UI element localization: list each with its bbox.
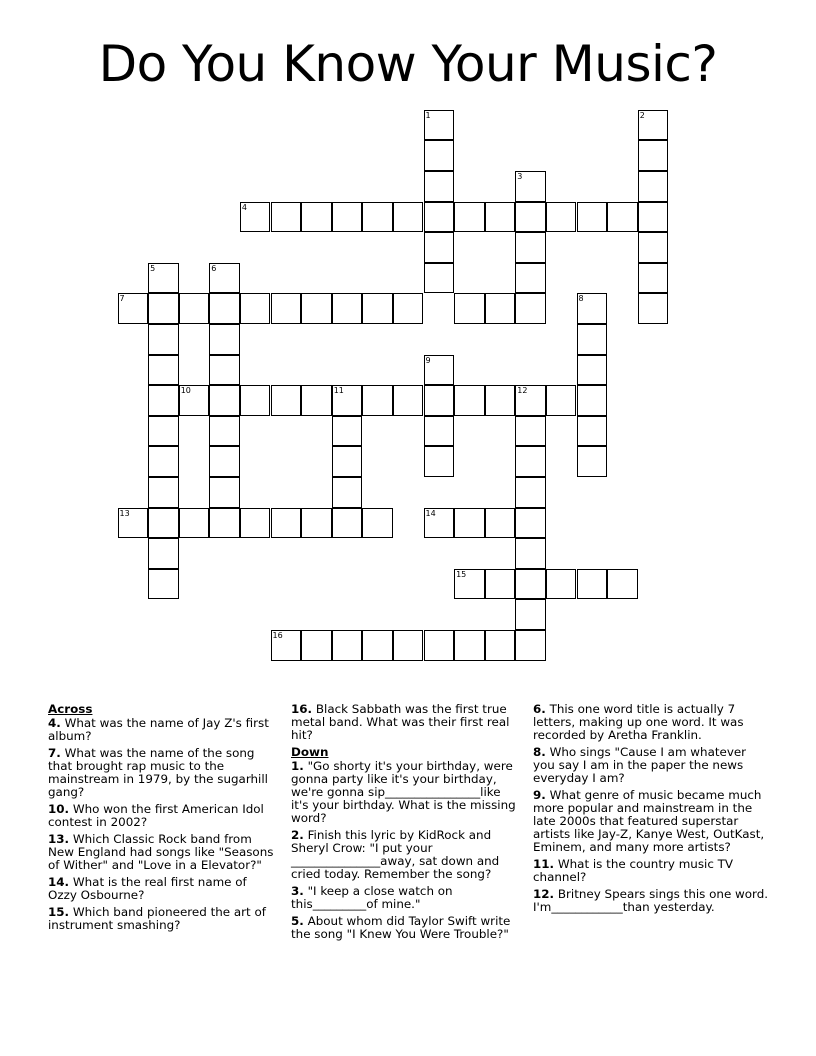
- grid-cell[interactable]: [148, 263, 179, 294]
- grid-cell[interactable]: [638, 202, 669, 233]
- grid-cell[interactable]: [638, 140, 669, 171]
- clue-down-12: 12. Britney Spears sings this one word. I'm____________than yesterday.: [533, 887, 769, 914]
- grid-cell[interactable]: [209, 263, 240, 294]
- grid-cell[interactable]: [485, 293, 516, 324]
- grid-cell[interactable]: [638, 171, 669, 202]
- clue-number: 1: [425, 110, 431, 120]
- grid-cell[interactable]: [209, 508, 240, 539]
- grid-cell[interactable]: [301, 202, 332, 233]
- grid-cell[interactable]: [271, 202, 302, 233]
- grid-cell[interactable]: [515, 232, 546, 263]
- grid-cell[interactable]: [271, 508, 302, 539]
- grid-cell[interactable]: [424, 630, 455, 661]
- grid-cell[interactable]: [485, 385, 516, 416]
- clue-down-9: 9. What genre of music became much more popular and mainstream in the late 2000s that featured superstar artists like Jay-Z, Kanye West, OutKast, Eminem, and many more artists?: [533, 788, 765, 854]
- clue-number: 13: [119, 508, 130, 518]
- grid-cell[interactable]: [638, 293, 669, 324]
- grid-cell[interactable]: [515, 599, 546, 630]
- grid-cell[interactable]: [424, 171, 455, 202]
- grid-cell[interactable]: [515, 569, 546, 600]
- grid-cell[interactable]: [424, 202, 455, 233]
- grid-cell[interactable]: [148, 355, 179, 386]
- grid-cell[interactable]: [209, 477, 240, 508]
- grid-cell[interactable]: [638, 263, 669, 294]
- clue-down-3: 3. "I keep a close watch on this_________of mine.": [291, 884, 453, 911]
- grid-cell[interactable]: [240, 293, 271, 324]
- clue-across-10: 10. Who won the first American Idol contest in 2002?: [48, 802, 264, 829]
- grid-cell[interactable]: [424, 140, 455, 171]
- grid-cell[interactable]: [271, 630, 302, 661]
- grid-cell[interactable]: [454, 569, 485, 600]
- clue-number: 4: [241, 202, 247, 212]
- grid-cell[interactable]: [362, 385, 393, 416]
- grid-cell[interactable]: [607, 202, 638, 233]
- grid-cell[interactable]: [240, 385, 271, 416]
- grid-cell[interactable]: [301, 293, 332, 324]
- grid-cell[interactable]: [515, 416, 546, 447]
- grid-cell[interactable]: [546, 202, 577, 233]
- grid-cell[interactable]: [454, 385, 485, 416]
- across-heading: Across: [48, 702, 93, 716]
- grid-cell[interactable]: [577, 446, 608, 477]
- grid-cell[interactable]: [362, 293, 393, 324]
- grid-cell[interactable]: [515, 263, 546, 294]
- grid-cell[interactable]: [148, 569, 179, 600]
- grid-cell[interactable]: [362, 202, 393, 233]
- grid-cell[interactable]: [515, 293, 546, 324]
- grid-cell[interactable]: [209, 446, 240, 477]
- grid-cell[interactable]: [577, 324, 608, 355]
- grid-cell[interactable]: [332, 416, 363, 447]
- clue-column-2: [291, 703, 519, 945]
- grid-cell[interactable]: [454, 293, 485, 324]
- clue-column-3: [533, 703, 769, 918]
- grid-cell[interactable]: [179, 508, 210, 539]
- grid-cell[interactable]: [577, 355, 608, 386]
- clue-column-1: [48, 703, 276, 936]
- grid-cell[interactable]: [179, 293, 210, 324]
- grid-cell[interactable]: [332, 477, 363, 508]
- grid-cell[interactable]: [515, 385, 546, 416]
- clue-down-1: 1. "Go shorty it's your birthday, were gonna party like it's your birthday, we're gonna sip________________like it's your birthday. What is the missing word?: [291, 759, 516, 825]
- grid-cell[interactable]: [424, 508, 455, 539]
- clue-number: 5: [150, 263, 156, 273]
- grid-cell[interactable]: [393, 293, 424, 324]
- clue-number: 16: [272, 631, 283, 640]
- grid-cell[interactable]: [424, 385, 455, 416]
- grid-cell[interactable]: [148, 508, 179, 539]
- grid-cell[interactable]: [209, 355, 240, 386]
- grid-cell[interactable]: [424, 416, 455, 447]
- clue-across-16: 16. Black Sabbath was the first true metal band. What was their first real hit?: [291, 702, 510, 742]
- grid-cell[interactable]: [546, 569, 577, 600]
- grid-cell[interactable]: [209, 416, 240, 447]
- grid-cell[interactable]: [240, 202, 271, 233]
- grid-cell[interactable]: [271, 293, 302, 324]
- clue-down-8: 8. Who sings "Cause I am whatever you say I am in the paper the news everyday I am?: [533, 745, 747, 785]
- grid-cell[interactable]: [332, 202, 363, 233]
- clue-number: 9: [425, 355, 431, 365]
- clue-number: 11: [333, 386, 344, 396]
- grid-cell[interactable]: [454, 202, 485, 233]
- clue-down-2: 2. Finish this lyric by KidRock and Sheryl Crow: "I put your _______________away, sat down and cried today. Remember the song?: [291, 828, 500, 881]
- grid-cell[interactable]: [546, 385, 577, 416]
- grid-cell[interactable]: [118, 293, 149, 324]
- grid-cell[interactable]: [454, 508, 485, 539]
- grid-cell[interactable]: [638, 110, 669, 141]
- clue-down-5: 5. About whom did Taylor Swift write the song "I Knew You Were Trouble?": [291, 914, 511, 941]
- grid-cell[interactable]: [515, 630, 546, 661]
- clue-down-6: 6. This one word title is actually 7 letters, making up one word. It was recorded by Aretha Franklin.: [533, 702, 744, 742]
- grid-cell[interactable]: [393, 202, 424, 233]
- clue-down-11: 11. What is the country music TV channel?: [533, 857, 734, 884]
- grid-cell[interactable]: [148, 446, 179, 477]
- grid-cell[interactable]: [332, 630, 363, 661]
- grid-cell[interactable]: [148, 324, 179, 355]
- grid-cell[interactable]: [454, 630, 485, 661]
- grid-cell[interactable]: [148, 538, 179, 569]
- grid-cell[interactable]: [332, 446, 363, 477]
- grid-cell[interactable]: [240, 508, 271, 539]
- grid-cell[interactable]: [515, 171, 546, 202]
- grid-cell[interactable]: [209, 385, 240, 416]
- grid-cell[interactable]: [209, 293, 240, 324]
- grid-cell[interactable]: [148, 293, 179, 324]
- grid-cell[interactable]: [332, 508, 363, 539]
- grid-cell[interactable]: [424, 232, 455, 263]
- clue-number: 6: [211, 263, 217, 273]
- grid-cell[interactable]: [362, 630, 393, 661]
- grid-cell[interactable]: [424, 110, 455, 141]
- grid-cell[interactable]: [393, 630, 424, 661]
- grid-cell[interactable]: [515, 508, 546, 539]
- grid-cell[interactable]: [301, 508, 332, 539]
- grid-cell[interactable]: [179, 385, 210, 416]
- clue-number: 3: [517, 172, 523, 181]
- down-heading: Down: [291, 745, 329, 759]
- grid-cell[interactable]: [577, 385, 608, 416]
- clue-number: 15: [456, 569, 467, 579]
- clue-number: 10: [180, 386, 191, 396]
- grid-cell[interactable]: [515, 446, 546, 477]
- clue-number: 8: [578, 294, 584, 304]
- grid-cell[interactable]: [577, 202, 608, 233]
- grid-cell[interactable]: [271, 385, 302, 416]
- grid-cell[interactable]: [148, 416, 179, 447]
- grid-cell[interactable]: [485, 202, 516, 233]
- grid-cell[interactable]: [424, 263, 455, 294]
- grid-cell[interactable]: [515, 477, 546, 508]
- clue-number: 7: [119, 294, 125, 304]
- grid-cell[interactable]: [148, 385, 179, 416]
- clue-across-15: 15. Which band pioneered the art of instrument smashing?: [48, 905, 266, 932]
- grid-cell[interactable]: [485, 508, 516, 539]
- grid-cell[interactable]: [332, 385, 363, 416]
- page-title: Do You Know Your Music?: [98, 35, 718, 93]
- grid-cell[interactable]: [577, 416, 608, 447]
- grid-cell[interactable]: [424, 446, 455, 477]
- grid-cell[interactable]: [362, 508, 393, 539]
- grid-cell[interactable]: [485, 630, 516, 661]
- grid-cell[interactable]: [577, 569, 608, 600]
- grid-cell[interactable]: [301, 630, 332, 661]
- clue-across-14: 14. What is the real first name of Ozzy Osbourne?: [48, 875, 247, 902]
- grid-cell[interactable]: [577, 293, 608, 324]
- clue-number: 2: [639, 110, 645, 120]
- clue-across-7: 7. What was the name of the song that brought rap music to the mainstream in 1979, by the sugarhill gang?: [48, 746, 268, 799]
- grid-cell[interactable]: [332, 293, 363, 324]
- clue-across-4: 4. What was the name of Jay Z's first album?: [48, 716, 269, 743]
- clue-number: 14: [425, 508, 436, 518]
- clue-across-13: 13. Which Classic Rock band from New England had songs like "Seasons of Wither" and "Love in a Elevator?": [48, 832, 274, 872]
- grid-cell[interactable]: [393, 385, 424, 416]
- clue-number: 12: [517, 386, 528, 396]
- grid-cell[interactable]: [424, 355, 455, 386]
- grid-cell[interactable]: [301, 385, 332, 416]
- grid-cell[interactable]: [485, 569, 516, 600]
- grid-cell[interactable]: [209, 324, 240, 355]
- grid-cell[interactable]: [515, 202, 546, 233]
- grid-cell[interactable]: [148, 477, 179, 508]
- grid-cell[interactable]: [638, 232, 669, 263]
- grid-cell[interactable]: [607, 569, 638, 600]
- grid-cell[interactable]: [515, 538, 546, 569]
- grid-cell[interactable]: [118, 508, 149, 539]
